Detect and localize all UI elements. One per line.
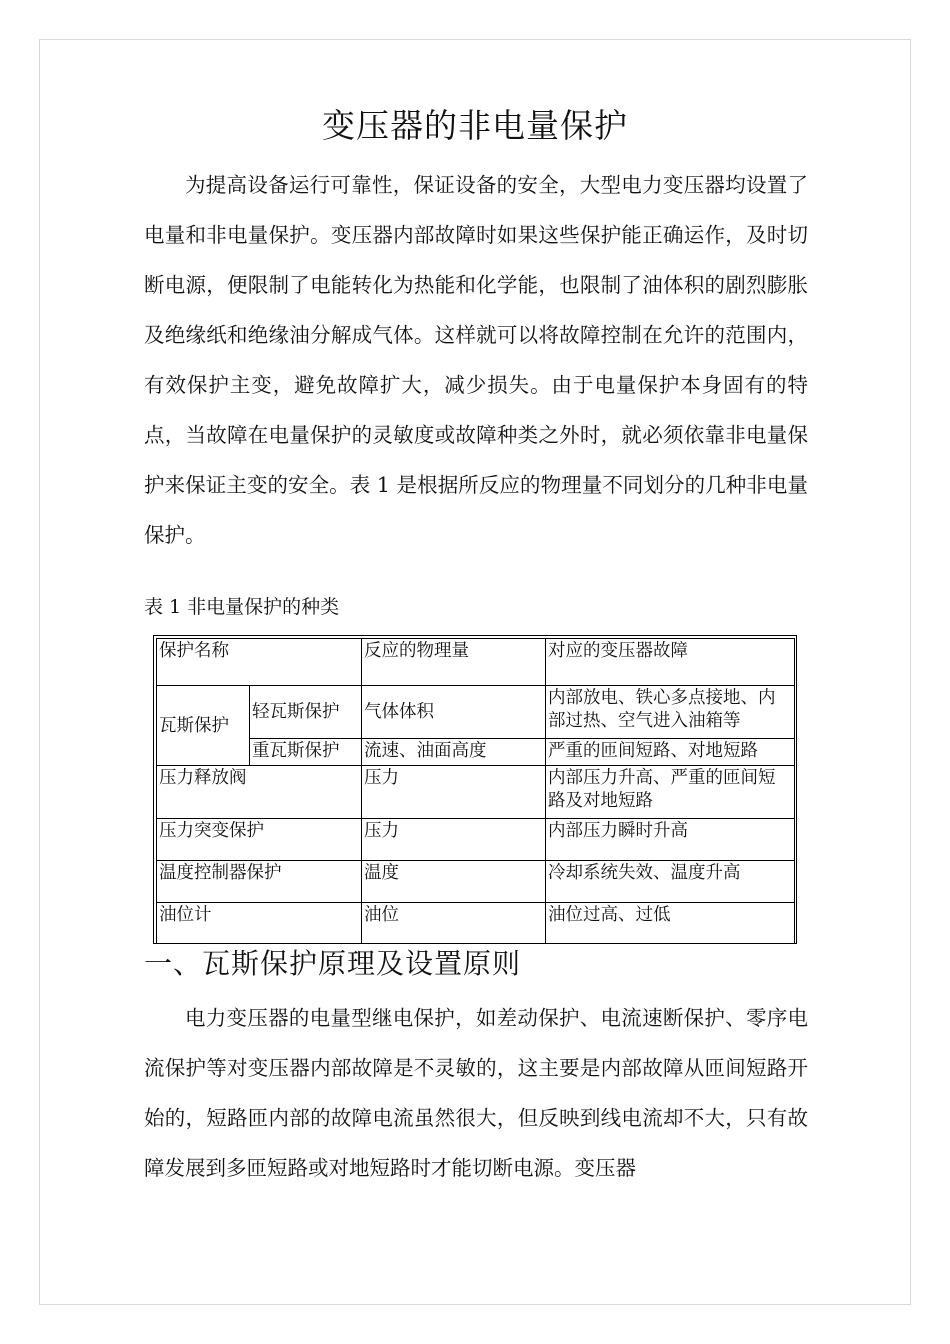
row-name-cell: 压力释放阀 [157,766,362,819]
header-transformer-fault: 对应的变压器故障 [546,639,795,686]
table-row [157,903,795,944]
row-fault-cell: 油位过高、过低 [546,903,795,944]
header-physical-quantity: 反应的物理量 [362,639,546,686]
row-quantity-cell: 压力 [362,819,546,861]
row-fault-cell: 冷却系统失效、温度升高 [546,861,795,903]
row-quantity-cell: 油位 [362,903,546,944]
table-row [157,861,795,903]
table-header-row [157,639,795,686]
row-fault-cell: 内部压力升高、严重的匝间短路及对地短路 [546,766,795,819]
row-quantity-cell: 压力 [362,766,546,819]
table-row [157,819,795,861]
table-row [157,686,795,739]
row-name-cell: 压力突变保护 [157,819,362,861]
row-fault-cell: 内部压力瞬时升高 [546,819,795,861]
row-name-cell: 油位计 [157,903,362,944]
row-name-cell: 温度控制器保护 [157,861,362,903]
row-quantity-cell: 流速、油面高度 [362,739,546,766]
header-protection-name: 保护名称 [157,639,362,686]
row-fault-cell: 严重的匝间短路、对地短路 [546,739,795,766]
protection-types-table [156,638,795,944]
intro-paragraph: 为提高设备运行可靠性，保证设备的安全，大型电力变压器均设置了电量和非电量保护。变压器内部故障时如果这些保护能正确运作，及时切断电源，便限制了电能转化为热能和化学能，也限制了油体积的剧烈膨胀及绝缘纸和绝缘油分解成气体。这样就可以将故障控制在允许的范围内，有效保护主变，避免故障扩大，减少损失。由于电量保护本身固有的特点，当故障在电量保护的灵敏度或故障种类之外时，就必须依靠非电量保护来保证主变的安全。表 1 是根据所反应的物理量不同划分的几种非电量保护。 [144,173,808,547]
gas-protection-group-cell: 瓦斯保护 [157,686,250,766]
row-quantity-cell: 温度 [362,861,546,903]
protection-table-frame [153,635,797,944]
document-title: 变压器的非电量保护 [322,106,628,145]
table-row [157,766,795,819]
row-name-cell: 重瓦斯保护 [250,739,362,766]
row-name-cell: 轻瓦斯保护 [250,686,362,739]
table-caption: 表 1 非电量保护的种类 [144,596,340,618]
section-heading: 一、瓦斯保护原理及设置原则 [144,947,522,980]
table-row [157,739,795,766]
row-fault-cell: 内部放电、铁心多点接地、内部过热、空气进入油箱等 [546,686,795,739]
row-quantity-cell: 气体体积 [362,686,546,739]
section-paragraph: 电力变压器的电量型继电保护，如差动保护、电流速断保护、零序电流保护等对变压器内部故障是不灵敏的，这主要是内部故障从匝间短路开始的，短路匝内部的故障电流虽然很大，但反映到线电流却不大，只有故障发展到多匝短路或对地短路时才能切断电源。变压器 [144,1006,808,1180]
